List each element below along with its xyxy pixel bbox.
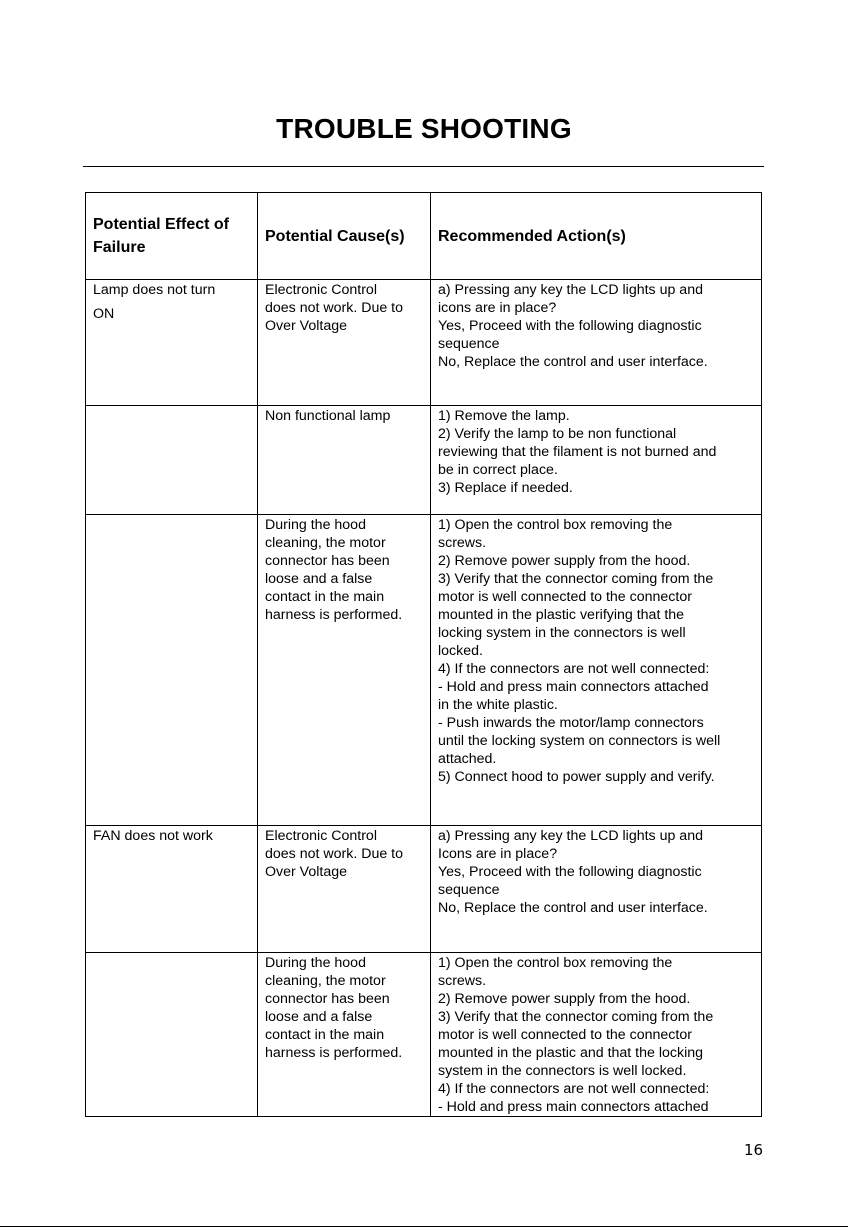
cause-cell [258,406,431,515]
action-line: Yes, Proceed with the following diagnostic [438,318,702,334]
cause-line: does not work. Due to [265,846,404,862]
action-line: mounted in the plastic and that the locking [438,1045,704,1061]
cause-line: does not work. Due to [265,300,404,316]
action-line: 3) Verify that the connector coming from the [438,571,714,587]
table-row [86,953,762,1117]
page-title: TROUBLE SHOOTING [276,113,572,144]
cause-line: Non functional lamp [265,408,391,424]
cause-cell [258,953,431,1117]
table-header-row [86,193,762,280]
bottom-divider [0,1226,848,1227]
header-cause: Potential Cause(s) [258,193,431,280]
action-line: until the locking system on connectors is well [438,733,721,749]
action-line: sequence [438,882,500,898]
action-line: locked. [438,643,483,659]
action-line: system in the connectors is well locked. [438,1063,687,1079]
action-line: 1) Remove the lamp. [438,408,570,424]
action-line: - Push inwards the motor/lamp connectors [438,715,704,731]
cause-line: Over Voltage [265,864,348,880]
cause-line: connector has been [265,553,390,569]
cause-line: loose and a false [265,571,373,587]
action-line: in the white plastic. [438,697,558,713]
effect-line: Lamp does not turn [93,282,216,298]
action-line: 2) Verify the lamp to be non functional [438,426,677,442]
action-line: icons are in place? [438,300,557,316]
cause-line: contact in the main [265,589,385,605]
cause-cell [258,515,431,826]
action-line: 3) Verify that the connector coming from the [438,1009,714,1025]
action-line: 4) If the connectors are not well connected: [438,1081,710,1097]
effect-cell [86,826,258,953]
cause-line: Electronic Control [265,282,377,298]
page-number: 16 [744,1141,764,1159]
table-row [86,406,762,515]
title-divider [83,166,764,167]
action-line: a) Pressing any key the LCD lights up and [438,828,703,844]
action-line: 3) Replace if needed. [438,480,573,496]
cause-line: loose and a false [265,1009,373,1025]
action-line: screws. [438,973,487,989]
action-line: locking system in the connectors is well [438,625,686,641]
action-line: No, Replace the control and user interface. [438,900,708,916]
cause-line: harness is performed. [265,1045,403,1061]
action-line: 1) Open the control box removing the [438,955,673,971]
troubleshooting-table [85,192,762,1117]
action-line: 2) Remove power supply from the hood. [438,991,691,1007]
cause-line: During the hood [265,955,366,971]
action-line: a) Pressing any key the LCD lights up and [438,282,703,298]
effect-cell [86,280,258,406]
cause-line: During the hood [265,517,366,533]
action-line: screws. [438,535,487,551]
effect-cell [86,515,258,826]
cause-line: Over Voltage [265,318,348,334]
action-line: attached. [438,751,497,767]
effect-line: ON [93,306,115,322]
effect-line: FAN does not work [93,828,213,844]
action-line: motor is well connected to the connector [438,1027,692,1043]
cause-line: cleaning, the motor [265,973,386,989]
action-line: - Hold and press main connectors attached [438,679,709,695]
cause-line: harness is performed. [265,607,403,623]
action-line: - Hold and press main connectors attached [438,1099,709,1115]
action-line: 1) Open the control box removing the [438,517,673,533]
cause-line: connector has been [265,991,390,1007]
action-cell [431,953,762,1117]
header-action: Recommended Action(s) [431,193,762,280]
table-row [86,515,762,826]
action-line: motor is well connected to the connector [438,589,692,605]
action-line: No, Replace the control and user interface. [438,354,708,370]
action-line: 5) Connect hood to power supply and verify. [438,769,715,785]
cause-line: Electronic Control [265,828,377,844]
action-line: Icons are in place? [438,846,558,862]
cause-cell [258,826,431,953]
effect-cell [86,953,258,1117]
action-cell [431,280,762,406]
action-line: 2) Remove power supply from the hood. [438,553,691,569]
cause-line: cleaning, the motor [265,535,386,551]
action-line: mounted in the plastic verifying that the [438,607,685,623]
action-line: sequence [438,336,500,352]
table-row [86,280,762,406]
action-line: be in correct place. [438,462,558,478]
action-cell [431,515,762,826]
action-cell [431,406,762,515]
cause-line: contact in the main [265,1027,385,1043]
action-cell [431,826,762,953]
cause-cell [258,280,431,406]
effect-cell [86,406,258,515]
action-line: Yes, Proceed with the following diagnostic [438,864,702,880]
table-row [86,826,762,953]
action-line: reviewing that the filament is not burned and [438,444,717,460]
action-line: 4) If the connectors are not well connected: [438,661,710,677]
header-effect: Potential Effect of Failure [86,193,258,280]
